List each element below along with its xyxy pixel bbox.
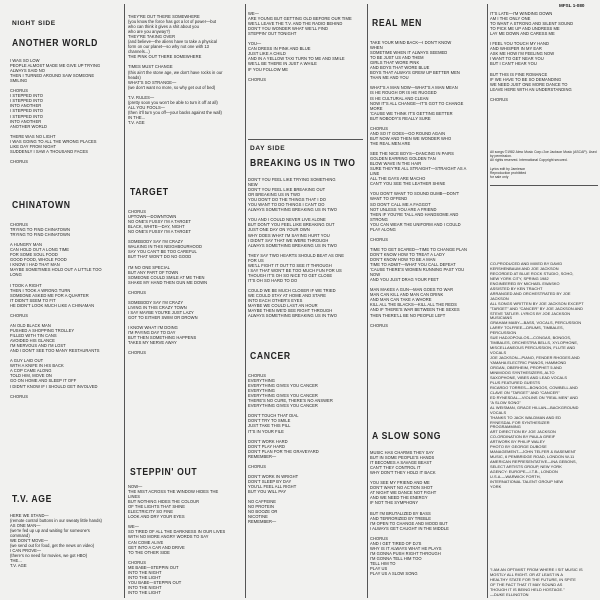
column-divider xyxy=(487,4,488,598)
day-side-label: DAY SIDE xyxy=(250,145,286,152)
column-1 xyxy=(10,0,122,600)
song-title-chinatown: CHINATOWN xyxy=(12,199,71,211)
column-5 xyxy=(490,0,600,600)
lyrics-cancer: CHORUS EVERYTHING EVERYTHING GIVES YOU CANCER EVERYTHING EVERYTHING GIVES YOU CANCER THERE'S NO CURE, THERE'S NO ANSWER EVERYTHING GIVES YOU CANCER DON'T TOUCH THAT DIAL DON'T TRY TO SMILE JUST TAKE THIS PILL IT'S IN YOUR FILE DON'T WORK HARD DON'T PLAY HARD DON'T PLAN FOR THE GRAVEYARD REMEMBER— CHORUS DON'T WORK IN WRIGHT DON'T SLEEP BY DAY YOU'LL FEEL ALL RIGHT BUT YOU WILL PAY NO CAFFEINE NO PROTEIN NO BOOZE OR NICOTINE REMEMBER— xyxy=(248,373,333,525)
side-divider xyxy=(248,139,363,140)
lyrics-steppin-out-continued: WE— ARE YOUNG BUT GETTING OLD BEFORE OUR TIME WE'LL LEAVE THE T.V. AND THE RADIO BEHIND DON'T YOU WONDER WHAT WE'LL FIND STEPPIN' OUT TONIGHT YOU— CAN DRESS IN PINK AND BLUE JUST LIKE A CHILD AND IN A YELLOW TAXI TURN TO ME AND SMILE WE'LL BE THERE IN JUST A WHILE IF YOU FOLLOW ME CHORUS xyxy=(248,11,352,82)
copyright-notice: All songs ©1982 Almo Music Corp./Joe Jackson Music (ASCAP). Used by permission. All rights reserved. International Copyright secured. Lyrics edit by Jamieson Reproduction prohibited for sale only xyxy=(490,150,597,180)
song-title-target: TARGET xyxy=(130,186,169,198)
song-title-tv-age: T.V. AGE xyxy=(12,493,53,505)
column-2 xyxy=(128,0,243,600)
column-divider xyxy=(367,4,368,598)
song-title-breaking-us-in-two: BREAKING US IN TWO xyxy=(250,157,356,169)
catalog-number: MFSL 1-080 xyxy=(559,3,585,8)
song-title-a-slow-song: A SLOW SONG xyxy=(372,430,442,442)
column-4 xyxy=(370,0,485,600)
lyrics-steppin-out: NOW— THE MIST ACROSS THE WINDOW HIDES THE LINES BUT NOTHING HIDES THE COLOUR OF THE LIGHTS THAT SHINE ELECTRICITY SO FINE LOOK AND DRY YOUR EYES WE— SO TIRED OF ALL THE DARKNESS IN OUR LIVES WITH NO MORE ANGRY WORDS TO SAY CAN COME ALIVE GET INTO A CAR AND DRIVE TO THE OTHER SIDE CHORUS ME BABE—STEPPIN OUT INTO THE NIGHT INTO THE LIGHT YOU BABE—STEPPIN OUT INTO THE NIGHT INTO THE LIGHT xyxy=(128,484,226,595)
song-title-steppin-out: STEPPIN' OUT xyxy=(130,466,198,478)
lyrics-chinatown: CHORUS TRYING TO FIND CHINATOWN TRYING TO FIND CHINATOWN A HUNGRY MAN CAN HOLD OUT A LONG TIME FOR SOME SOUL FOOD GOOD FOOD, WHOLE FOOD I KNOW I HAD THAT MAN MAYBE SOMETIMES HOLD OUT A LITTLE TOO LONG I TOOK A RIGHT THEN I TOOK A WRONG TURN SOMEONE ASKED ME FOR A QUARTER IT DIDN'T SEEM TO FIT HE DIDN'T LOOK MUCH LIKE A CHINAMAN CHORUS AN OLD BLACK MAN PUSHED A SHOPPING TROLLEY FILLED WITH TIN CANS AVOIDED HIS GLANCE I'M NERVOUS AND I'M LOST AND I DON'T SEE TOO MANY RESTAURANTS A GUY LAID OUT WITH A KNIFE IN HIS BACK A COP CAME ALONG TOLD HIM, MOVE ON GO ON HOME AND SLEEP IT OFF I DIDN'T KNOW IF I SHOULD GET INVOLVED CHORUS xyxy=(10,222,102,399)
lyrics-a-slow-song: MUSIC HAS CHARMS THEY SAY BUT IN SOME PEOPLE'S HANDS IT BECOMES A SAVAGE BEAST CAN'T THEY CONTROL IT WHY DON'T THEY HOLD IT BACK YOU SEE MY FRIEND AND ME DON'T WANT NO ACTION SHOT AT NIGHT WE DANCE NOT FIGHT AND WE NEED THE ENERGY IF NOT THE SYMPHONY BUT I'M BRUTALIZED BY BASS AND TERRORIZED BY TREBLE I'M OPEN TO CHANGE AND MOOD BUT I ALWAYS GET CAUGHT IN THE MIDDLE CHORUS AND I GET TIRED OF DJ'S WHY IS IT ALWAYS WHAT HE PLAYS I'M GONNA PUSH RIGHT THROUGH I'M GONNA TELL HIM TOO TELL HIM TO PLAY US PLAY US A SLOW SONG xyxy=(370,450,449,577)
credits-divider xyxy=(490,185,598,186)
column-divider xyxy=(124,4,125,598)
song-title-real-men: REAL MEN xyxy=(372,17,423,29)
song-title-cancer: CANCER xyxy=(250,350,291,362)
lyrics-breaking-us-in-two: DON'T YOU FEEL LIKE TRYING SOMETHING NEW DON'T YOU FEEL LIKE BREAKING OUT OR BREAKING US IN TWO YOU DON'T DO THE THINGS THAT I DO YOU WANT TO DO THINGS I CAN'T DO ALWAYS SOMETHING BREAKING US IN TWO YOU AND I COULD NEVER LIVE ALONE BUT DON'T YOU FEEL LIKE BREAKING OUT JUST ONE DAY ON YOUR OWN WHY DOES WHAT I'M SAYING HURT YOU I DIDN'T SAY THAT WE WERE THROUGH ALWAYS SOMETHING BREAKING US IN TWO THEY SAY TWO HEARTS SHOULD BEAT AS ONE FOR US WE'LL FIGHT IT OUT TO SEE IT THROUGH I SAY THAT WON'T BE TOO MUCH FUN FOR US THOUGH IT'S OH SO NICE TO GET CLOSE IT'S OH SO HARD TO DO COULD WE BE MUCH CLOSER IF WE TRIED WE COULD STAY AT HOME AND STARE INTO EACH OTHER'S EYES MAYBE WE COULD LAST AN HOUR MAYBE THEN WE'D SEE RIGHT THROUGH ALWAYS SOMETHING BREAKING US IN TWO xyxy=(248,177,345,319)
column-3 xyxy=(248,0,365,600)
lyrics-target: CHORUS UPTOWN—DOWNTOWN NO ONE'S FUSSY I'M A TARGET BLACK, WHITE—DAY, NIGHT NO ONE'S FUSSY I'M A TARGET SOMEBODY SAY I'M CRAZY WALKING IN THIS NEIGHBOURHOOD SAY YOU CAN'T BE TOO CAREFUL BUT THAT WON'T DO NO GOOD I'M NO ONE SPECIAL BUT ANY PART OF TOWN SOMEONE COULD SMILE AT ME THEN SHAKE MY HAND THEN GUN ME DOWN CHORUS SOMEBODY SAY I'M CRAZY LIVING IN THIS CRAZY TOWN I SAY MAYBE YOU'RE JUST LAZY GOT TO EITHER SWIM OR DROWN I KNOW WHAT I'M DOING I'M PAYING DAY TO DAY BUT THEN SOMETHING HAPPENS TAKES MY NERVE AWAY CHORUS xyxy=(128,209,208,356)
album-credits: CO-PRODUCED AND MIXED BY DAVID KERSHENBAUM AND JOE JACKSON RECORDED AT BLUE ROCK STUDIO, SOHO, NEW YORK CITY, SPRING 1982 ENGINEERED BY MICHAEL EWASKO ASSISTED BY KEN TRACHT ARRANGED AND ORCHESTRATED BY JOE JACKSON ALL SONGS WRITTEN BY JOE JACKSON EXCEPT "TARGET" AND "CANCER" BY JOE JACKSON AND STEVE TATLER. LYRICS BY JOE JACKSON MUSICIANS GRAHAM MABY—BASS, VOCALS, PERCUSSION LARRY TOLFREE—DRUMS, TIMBALES, PERCUSSION SUE HADJOPOULOS—CONGAS, BONGOS, TIMBALES, ORCHESTRA BELLS, XYLOPHONE, MISCELLANEOUS PERCUSSION, FLUTE AND VOCALS JOE JACKSON—PIANO, FENDER RHODES AND YAMAHA ELECTRIC PIANOS, HAMMOND ORGAN, OBERHEIM, PROPHET 5 AND MINIMOOG SYNTHESIZERS, ALTO SAXOPHONE, VIBES AND LEAD VOCALS PLUS FEATURED GUESTS RICARDO TORRES—BONGOS, COWBELL AND CLAVE ON "TARGET" AND "CANCER" ED RYNESDAL—VIOLINS ON "REAL MEN" AND "A SLOW SONG" AL WEISMAN, GRACE HILLAN—BACKGROUND VOCALS THANKS TO JACK WALDMAN AND ED RYNESDAL FOR SYNTHESIZER PROGRAMMING ART DIRECTION BY JOE JACKSON CO-ORDINATION BY PAULA GREIF ARTWORK BY PHILIP WALEY PHOTO BY GEORGE DUBOSE MANAGEMENT—JOHN TELFER & BASEMENT MUSIC, 6 PEMBRIDGE ROAD, LONDON W-11 AMERICAN REPRESENTATIVE—INA GEBONS, SELECT ARTISTS GROUP, NEW YORK AGENCY: EUROPE—I.T.B., LONDON U.S.A.—WARWICK FORTH, INTERNATIONAL TALENT GROUP NEW YORK xyxy=(490,261,584,489)
song-title-another-world: ANOTHER WORLD xyxy=(12,37,99,49)
night-side-label: NIGHT SIDE xyxy=(12,20,56,27)
lyrics-tv-age: HERE WE STAND— (remote control buttons in our sweaty little hands) AS ONE MAN— (we're fed up up and waiting for someone's command) WE DON'T MOVE— (we send out for food, get the news on video) I CAN PROVE— (there's no need for movies, we got HBO) THE... T.V. AGE xyxy=(10,513,102,569)
column-divider xyxy=(245,4,246,598)
lyrics-real-men: TAKE YOUR MIND BACK—I DON'T KNOW WHEN SOMETIME WHEN IT ALWAYS SEEMED TO BE JUST US AND THEM GIRLS THAT WORE PINK AND BOYS THAT WORE BLUE BOYS THAT ALWAYS GREW UP BETTER MEN THAN ME AND YOU WHAT'S A MAN NOW—WHAT'S A MAN MEAN IS HE ROUGH OR IS HE RUGGED IS HE CULTURAL AND CLEAN NOW IT'S ALL CHANGE—IT'S GOT TO CHANGE MORE 'CAUSE WE THINK IT'S GETTING BETTER BUT NOBODY'S REALLY SURE CHORUS AND SO IT GOES—GO ROUND AGAIN BUT NOW AND THEN WE WONDER WHO THE REAL MEN ARE SEE THE NICE BOYS—DANCING IN PAIRS GOLDEN EARRING GOLDEN TAN BLOW WAVE IN THE HAIR SURE THEY'RE ALL STRAIGHT—STRAIGHT AS A LINE ALL THE GAYS ARE MACHO CAN'T YOU SEE THE LEATHER SHINE YOU DON'T WANT TO SOUND DUMB—DON'T WANT TO OFFEND SO DON'T CALL ME A FAGGOT NOT UNLESS YOU ARE A FRIEND THEN IF YOU'RE TALL AND HANDSOME AND STRONG YOU CAN WEAR THE UNIFORM AND I COULD PLAY ALONG CHORUS TIME TO GET SCARED—TIME TO CHANGE PLAN DON'T KNOW HOW TO TREAT A LADY DON'T KNOW HOW TO BE A MAN TIME TO ADMIT—WHAT YOU CALL DEFEAT 'CAUSE THERE'S WOMEN RUNNING PAST YOU NOW AND YOU JUST DRAG YOUR FEET MAN MAKES A GUN—MAN GOES TO WAR MAN CAN KILL AND MAN CAN DRINK AND MAN CAN TAKE A WHORE KILL ALL THE BLACKS—KILL ALL THE REDS AND IF THERE'S WAR BETWEEN THE SEXES THEN THERE'LL BE NO PEOPLE LEFT CHORUS xyxy=(370,40,468,328)
lyrics-tv-age-continued: THEY'RE OUT THERE SOMEWHERE (you know the force has got a lot of power—but who can think it gives a shit about you who are you anyway?) THEY'RE TAKING OVER (and believe—the aliens have to take a physical form on our planet—so why not one with 13 channels...) THE PINK OUT THERE SOMEWHERE TIMES MUST CHANGE (this ain't the stone age, we don't have rocks in our heads) WHAT'S SO STRANGE— (we don't want no more, so why get out of bed) T.V. RULES— (pretty soon you won't be able to turn it off at all) ALL YOU FOOLS— (then it'll turn you off—your backs against the wall) IN THE... T.V. AGE xyxy=(128,14,223,125)
lyrics-another-world: I WAS SO LOW PEOPLE ALMOST MADE ME GIVE UP TRYING ALWAYS SAID NO THEN I TURNED AROUND SAW SOMEONE SMILING CHORUS I STEPPED INTO I STEPPED INTO INTO ANOTHER I STEPPED INTO I STEPPED INTO INTO ANOTHER ANOTHER WORLD THERE WAS NO LIGHT I WAS GOING TO ALL THE WRONG PLACES LIKE DAY FROM NIGHT SUDDENLY I SAW A THOUSAND FACES CHORUS xyxy=(10,58,101,164)
ellington-quote: "I AM AN OPTIMIST FROM WHERE I SIT MUSIC IS MOSTLY ALL RIGHT. OR AT LEAST IN A HEALTHY STATE FOR THE FUTURE, IN SPITE OF THE FACT THAT IT MAY SOUND AS THOUGH IT IS BEING HELD HOSTAGE." —DUKE ELLINGTON xyxy=(490,567,583,597)
lyrics-a-slow-song-continued: IT'S LATE—I'M WINDING DOWN AM I THE ONLY ONE TO WANT A STRONG AND SILENT SOUND TO PICK ME UP AND UNDRESS ME LAY ME DOWN AND CARESS ME I FEEL YOU TOUCH MY HAND AND WHISPER IN MY EAR ASK ME HOW I'M FEELING NOW I WANT TO GET NEAR YOU BUT I CAN'T HEAR YOU BUT THIS IS FINE ROMANCE IF WE HAVE TO BE SO DEMANDING WE NEED JUST ONE MORE DANCE TO LEAVE HERE WITH AN UNDERSTANDING CHORUS xyxy=(490,11,574,102)
